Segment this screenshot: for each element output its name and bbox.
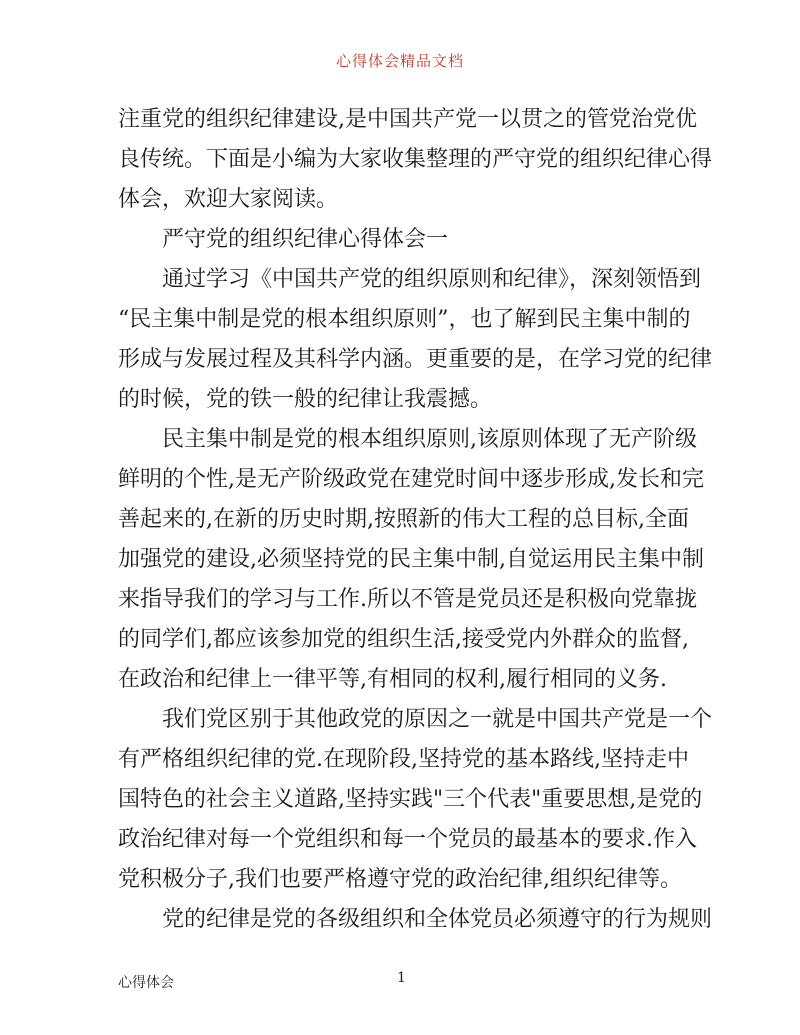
paragraph-3-line-6: 的同学们,都应该参加党的组织生活,接受党内外群众的监督, <box>118 627 689 652</box>
paragraph-3-line-5: 来指导我们的学习与工作.所以不管是党员还是积极向党靠拢 <box>118 587 697 612</box>
paragraph-3-line-7: 在政治和纪律上一律平等,有相同的权利,履行相同的义务. <box>118 667 667 692</box>
paragraph-2-line-3: 形成与发展过程及其科学内涵。更重要的是，在学习党的纪律 <box>118 347 713 372</box>
document-body <box>118 100 713 940</box>
paragraph-5-line-1: 党的纪律是党的各级组织和全体党员必须遵守的行为规则 <box>162 907 713 932</box>
paragraph-2-line-2: “民主集中制是党的根本组织原则”，也了解到民主集中制的 <box>118 307 691 332</box>
paragraph-4-line-5: 党积极分子,我们也要严格遵守党的政治纪律,组织纪律等。 <box>118 867 682 892</box>
page-header-title: 心得体会精品文档 <box>335 52 464 70</box>
paragraph-4-line-2: 有严格组织纪律的党.在现阶段,坚持党的基本路线,坚持走中 <box>118 747 689 772</box>
paragraph-2-line-4: 的时候，党的铁一般的纪律让我震撼。 <box>118 387 493 412</box>
page-number: 1 <box>397 970 406 986</box>
paragraph-1-line-1: 注重党的组织纪律建设,是中国共产党一以贯之的管党治党优 <box>118 107 697 132</box>
paragraph-4-line-4: 政治纪律对每一个党组织和每一个党员的最基本的要求.作入 <box>118 827 697 852</box>
paragraph-3-line-2: 鲜明的个性,是无产阶级政党在建党时间中逐步形成,发长和完 <box>118 467 704 492</box>
paragraph-3-line-1: 民主集中制是党的根本组织原则,该原则体现了无产阶级 <box>162 427 697 452</box>
paragraph-3-line-4: 加强党的建设,必须坚持党的民主集中制,自觉运用民主集中制 <box>118 547 704 572</box>
paragraph-2-line-1: 通过学习《中国共产党的组织原则和纪律》，深刻领悟到 <box>162 267 702 292</box>
footer-label: 心得体会 <box>118 975 174 991</box>
paragraph-4-line-1: 我们党区别于其他政党的原因之一就是中国共产党是一个 <box>162 707 713 732</box>
paragraph-4-line-3: 国特色的社会主义道路,坚持实践"三个代表"重要思想,是党的 <box>118 787 703 812</box>
section-heading: 严守党的组织纪律心得体会一 <box>162 227 449 252</box>
paragraph-1-line-2: 良传统。下面是小编为大家收集整理的严守党的组织纪律心得 <box>118 147 713 172</box>
paragraph-3-line-3: 善起来的,在新的历史时期,按照新的伟大工程的总目标,全面 <box>118 507 689 532</box>
paragraph-1-line-3: 体会，欢迎大家阅读。 <box>118 187 339 212</box>
